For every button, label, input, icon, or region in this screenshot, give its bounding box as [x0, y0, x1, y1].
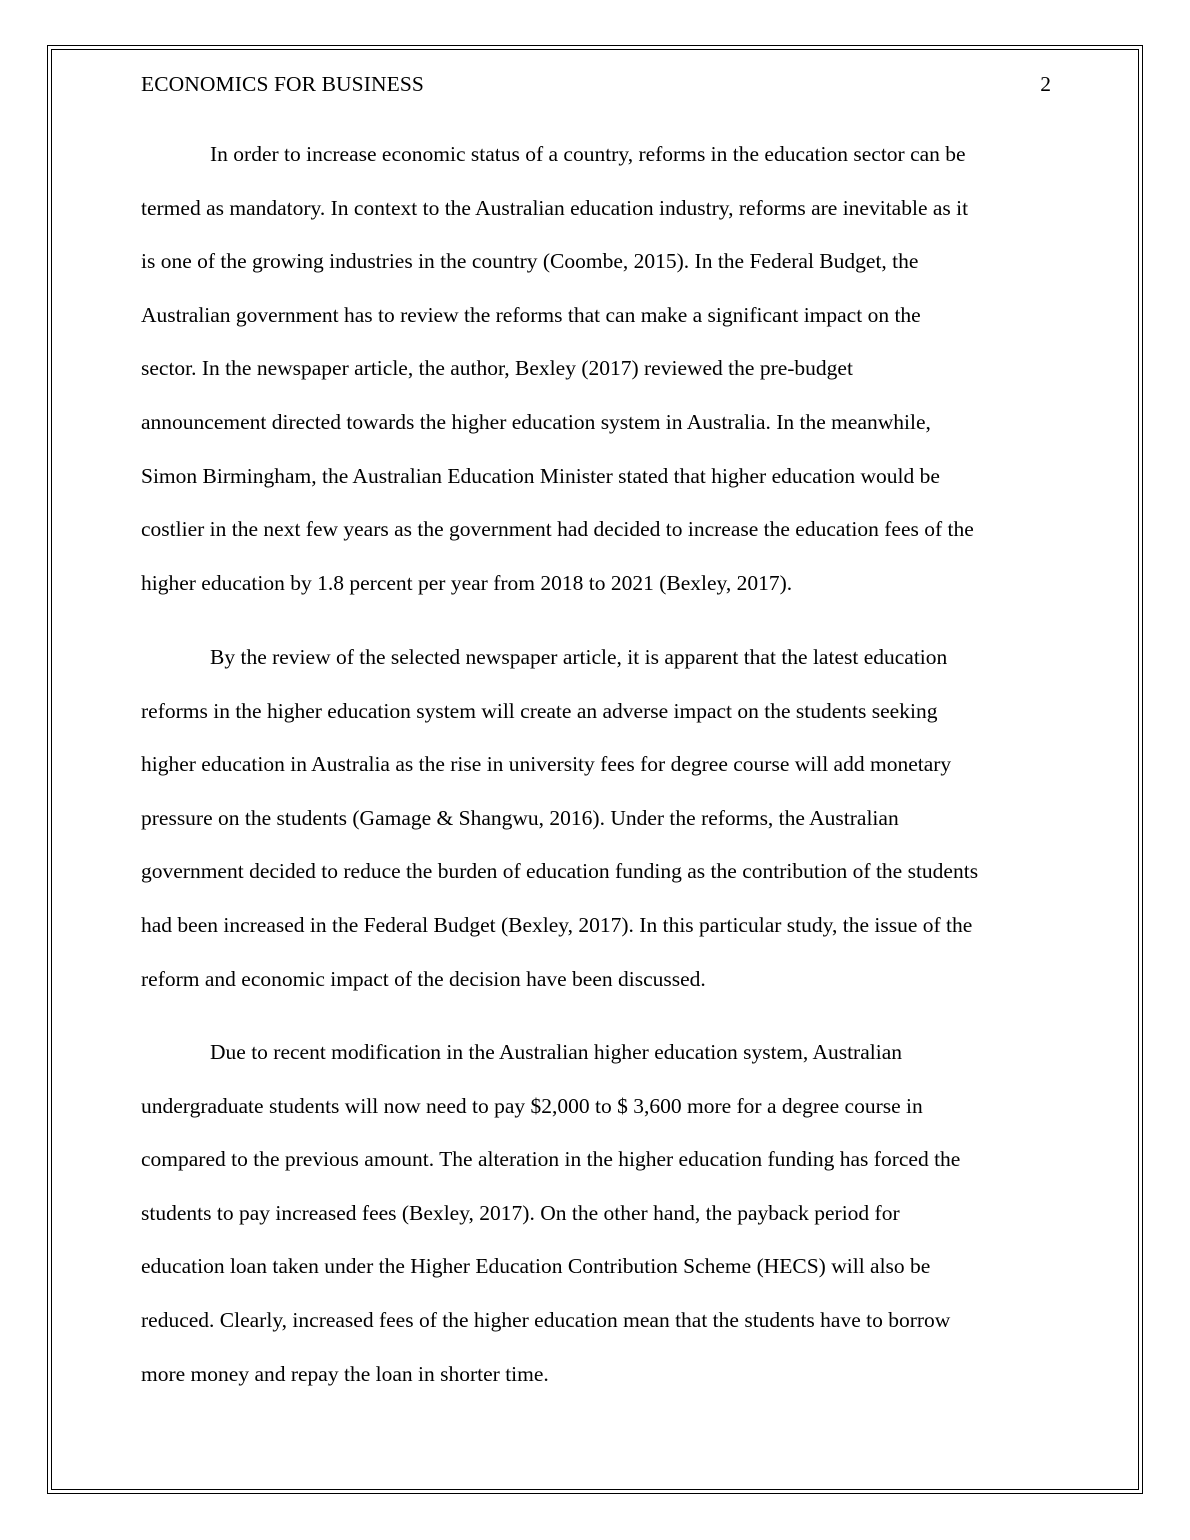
paragraph-line: In order to increase economic status of a country, reforms in the education sector can be	[210, 142, 966, 166]
paragraph-line: higher education by 1.8 percent per year from 2018 to 2021 (Bexley, 2017).	[141, 570, 793, 595]
paragraph-3	[141, 1038, 1061, 1413]
paragraph-line: Due to recent modification in the Australian higher education system, Australian	[210, 1040, 902, 1064]
page-number: 2	[1040, 72, 1051, 96]
paragraph-line: compared to the previous amount. The alteration in the higher education funding has forced the	[141, 1147, 961, 1172]
paragraph-line: Australian government has to review the reforms that can make a significant impact on the	[141, 302, 921, 327]
paragraph-line: sector. In the newspaper article, the author, Bexley (2017) reviewed the pre-budget	[141, 356, 853, 381]
paragraph-line: Simon Birmingham, the Australian Education Minister stated that higher education would be	[141, 463, 940, 488]
paragraph-line: costlier in the next few years as the government had decided to increase the education fees of the	[141, 517, 974, 542]
paragraph-line: education loan taken under the Higher Education Contribution Scheme (HECS) will also be	[141, 1254, 931, 1279]
paragraph-line: announcement directed towards the higher education system in Australia. In the meanwhile,	[141, 409, 931, 434]
paragraph-line: undergraduate students will now need to pay $2,000 to $ 3,600 more for a degree course in	[141, 1093, 923, 1118]
paragraph-line: pressure on the students (Gamage & Shangwu, 2016). Under the reforms, the Australian	[141, 805, 899, 830]
paragraph-1	[141, 140, 1061, 622]
paragraph-line: reforms in the higher education system will create an adverse impact on the students seeking	[141, 698, 938, 723]
running-head-title: ECONOMICS FOR BUSINESS	[141, 72, 424, 96]
paragraph-line: higher education in Australia as the rise in university fees for degree course will add monetary	[141, 752, 952, 777]
paragraph-line: reform and economic impact of the decision have been discussed.	[141, 966, 706, 991]
page-header	[141, 70, 1051, 98]
paragraph-line: termed as mandatory. In context to the Australian education industry, reforms are inevitable as it	[141, 195, 969, 220]
paragraph-2	[141, 643, 1061, 1018]
paragraph-line: government decided to reduce the burden of education funding as the contribution of the students	[141, 859, 979, 884]
paragraph-line: students to pay increased fees (Bexley, 2017). On the other hand, the payback period for	[141, 1200, 900, 1225]
paragraph-line: more money and repay the loan in shorter time.	[141, 1361, 549, 1386]
paragraph-line: is one of the growing industries in the country (Coombe, 2015). In the Federal Budget, the	[141, 249, 919, 274]
paragraph-line: reduced. Clearly, increased fees of the higher education mean that the students have to borrow	[141, 1307, 951, 1332]
paragraph-line: had been increased in the Federal Budget (Bexley, 2017). In this particular study, the issue of the	[141, 912, 973, 937]
paragraph-line: By the review of the selected newspaper article, it is apparent that the latest education	[210, 645, 948, 669]
